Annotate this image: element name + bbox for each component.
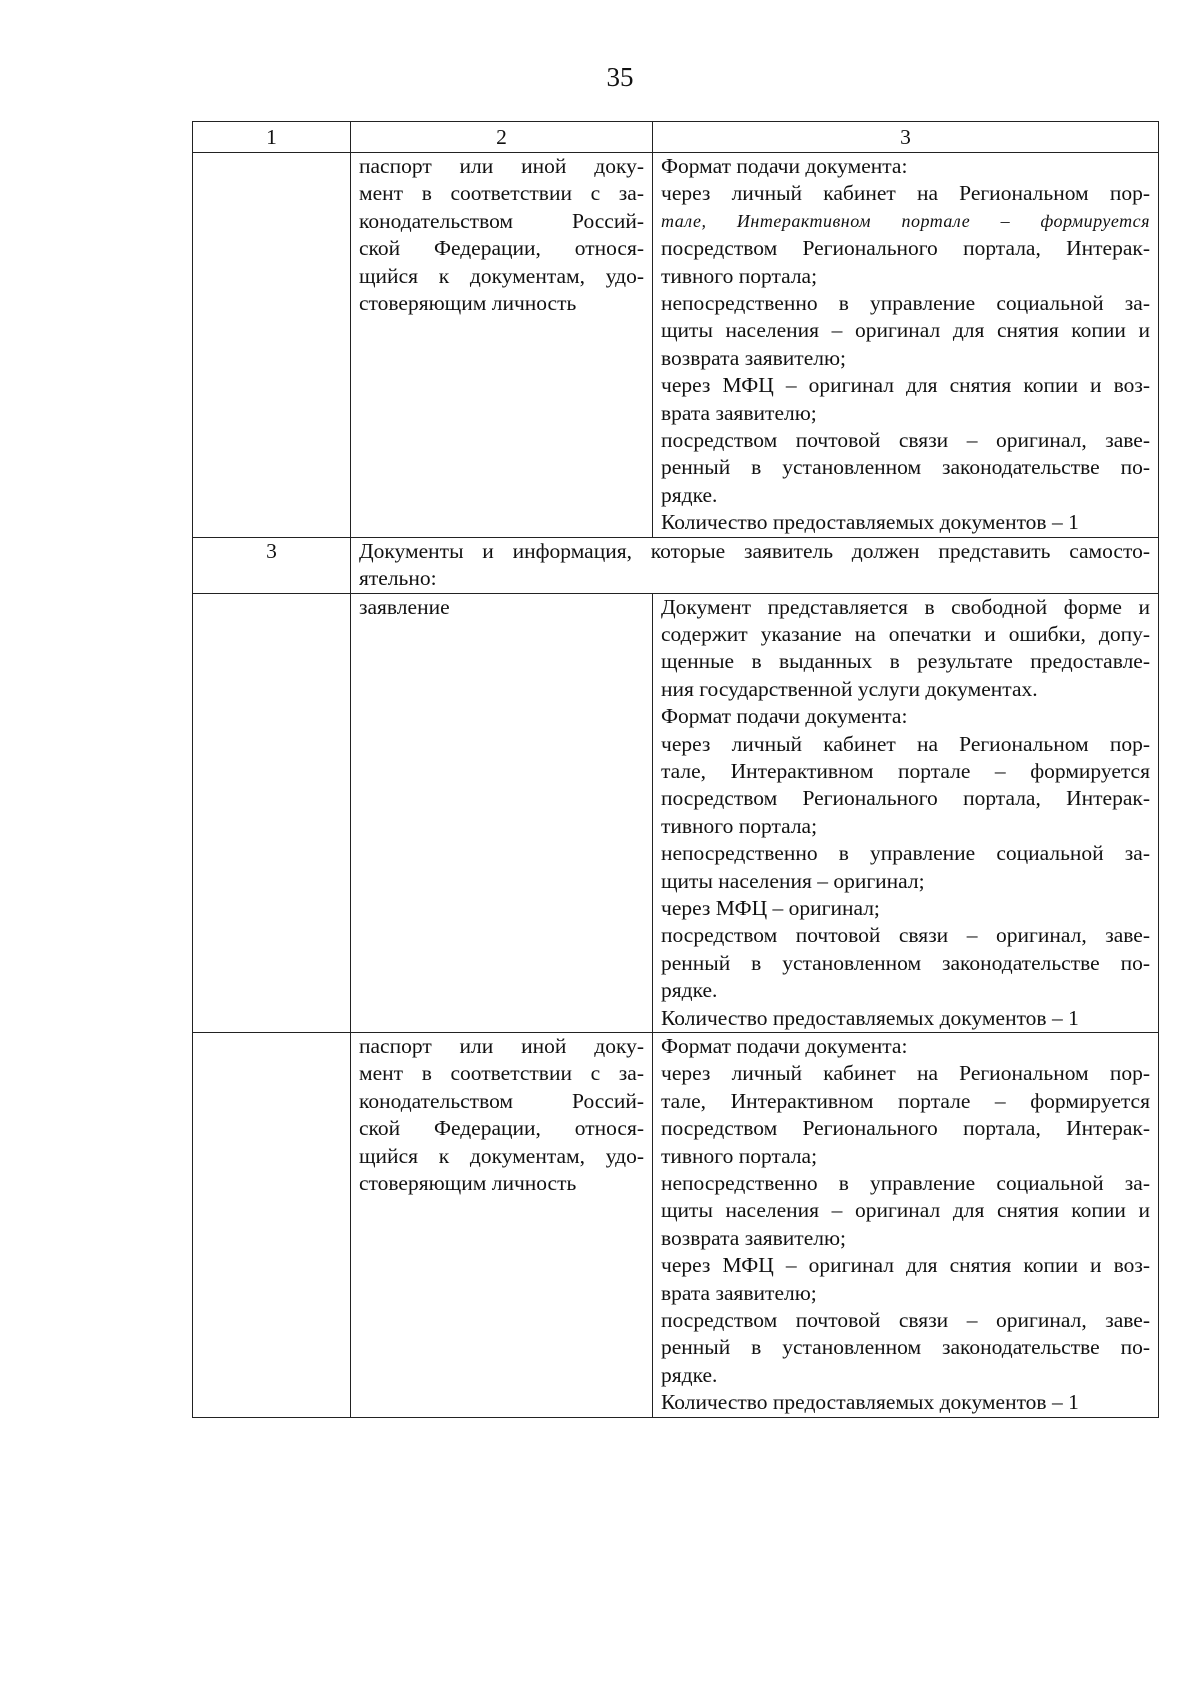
text-line: Формат подачи документа: xyxy=(661,704,908,729)
text-line: Документ представляется в свободной форме и xyxy=(661,594,1150,619)
text-line: ренный в установленном законодательстве по- xyxy=(661,950,1150,975)
row-number xyxy=(193,593,351,1033)
text-line: Документы и информация, которые заявитель должен представить самосто- xyxy=(359,538,1150,563)
text-line: щийся к документам, удо- xyxy=(359,1143,644,1168)
text-line: стоверяющим личность xyxy=(359,291,577,316)
text-line: Формат подачи документа: xyxy=(661,1034,908,1058)
text-line: Количество предоставляемых документов – 1 xyxy=(661,1005,1079,1030)
document-info-cell xyxy=(653,593,1159,1033)
text-line: ятельно: xyxy=(359,566,437,591)
text-line: Количество предоставляемых документов – 1 xyxy=(661,1390,1079,1415)
section-number: 3 xyxy=(193,537,351,593)
text-line: возврата заявителю; xyxy=(661,345,846,370)
text-line: паспорт или иной доку- xyxy=(359,1034,644,1058)
document-name-cell xyxy=(351,1033,653,1418)
text-line: посредством почтовой связи – оригинал, заве- xyxy=(661,923,1150,948)
text-line: паспорт или иной доку- xyxy=(359,154,644,178)
text-line: возврата заявителю; xyxy=(661,1225,846,1250)
text-line: через личный кабинет на Региональном пор- xyxy=(661,731,1150,756)
text-line: тивного портала; xyxy=(661,813,818,838)
document-info-cell xyxy=(653,1033,1159,1418)
text-line: через МФЦ – оригинал; xyxy=(661,895,880,920)
requirements-table xyxy=(192,121,1159,1418)
text-line: тале, Интерактивном портале – формируется xyxy=(661,1088,1150,1113)
text-line: тивного портала; xyxy=(661,263,818,288)
text-line: стоверяющим личность xyxy=(359,1171,577,1196)
text-line: тале, Интерактивном портале – формируется xyxy=(661,758,1150,783)
text-line: посредством Регионального портала, Интерак- xyxy=(661,1116,1150,1141)
text-line: заявление xyxy=(359,594,450,619)
text-line: посредством почтовой связи – оригинал, заве- xyxy=(661,428,1150,453)
text-line: посредством почтовой связи – оригинал, заве- xyxy=(661,1308,1150,1333)
row-number xyxy=(193,153,351,538)
text-line: ской Федерации, относя- xyxy=(359,1116,644,1141)
text-line: тале, Интерактивном портале – формируется xyxy=(661,210,1150,231)
text-line: через личный кабинет на Региональном пор- xyxy=(661,1061,1150,1086)
text-line: через личный кабинет на Региональном пор- xyxy=(661,181,1150,206)
row-number xyxy=(193,1033,351,1418)
text-line: ния государственной услуги документах. xyxy=(661,676,1038,701)
text-line: через МФЦ – оригинал для снятия копии и воз- xyxy=(661,1253,1150,1278)
text-line: врата заявителю; xyxy=(661,1280,817,1305)
text-line: щийся к документам, удо- xyxy=(359,263,644,288)
text-line: содержит указание на опечатки и ошибки, допу- xyxy=(661,621,1150,646)
text-line: посредством Регионального портала, Интерак- xyxy=(661,236,1150,261)
text-line: щиты населения – оригинал для снятия копии и xyxy=(661,1198,1150,1223)
table-row xyxy=(193,593,1159,1033)
text-line: ской Федерации, относя- xyxy=(359,236,644,261)
text-line: тивного портала; xyxy=(661,1143,818,1168)
document-name-cell xyxy=(351,593,653,1033)
text-line: через МФЦ – оригинал для снятия копии и воз- xyxy=(661,373,1150,398)
page-number: 35 xyxy=(606,62,634,92)
text-line: Количество предоставляемых документов – 1 xyxy=(661,510,1079,535)
text-line: непосредственно в управление социальной за- xyxy=(661,291,1150,316)
text-line: конодательством Россий- xyxy=(359,208,644,233)
table-header-row xyxy=(193,122,1159,153)
table-row xyxy=(193,153,1159,538)
text-line: посредством Регионального портала, Интерак- xyxy=(661,786,1150,811)
section-title-cell xyxy=(351,537,1159,593)
text-line: рядке. xyxy=(661,1362,718,1387)
header-col-1: 1 xyxy=(193,122,351,153)
text-line: щиты населения – оригинал; xyxy=(661,868,925,893)
text-line: щенные в выданных в результате предоставле- xyxy=(661,649,1150,674)
text-line: рядке. xyxy=(661,978,718,1003)
text-line: мент в соответствии с за- xyxy=(359,181,644,206)
document-info-cell xyxy=(653,153,1159,538)
text-line: врата заявителю; xyxy=(661,400,817,425)
text-line: ренный в установленном законодательстве по- xyxy=(661,455,1150,480)
text-line: конодательством Россий- xyxy=(359,1088,644,1113)
text-line: рядке. xyxy=(661,482,718,507)
text-line: щиты населения – оригинал для снятия копии и xyxy=(661,318,1150,343)
text-line: ренный в установленном законодательстве по- xyxy=(661,1335,1150,1360)
header-col-2: 2 xyxy=(351,122,653,153)
text-line: непосредственно в управление социальной за- xyxy=(661,1171,1150,1196)
text-line: Формат подачи документа: xyxy=(661,154,908,178)
section-row xyxy=(193,537,1159,593)
document-name-cell xyxy=(351,153,653,538)
text-line: мент в соответствии с за- xyxy=(359,1061,644,1086)
header-col-3: 3 xyxy=(653,122,1159,153)
text-line: непосредственно в управление социальной за- xyxy=(661,841,1150,866)
table-row xyxy=(193,1033,1159,1418)
